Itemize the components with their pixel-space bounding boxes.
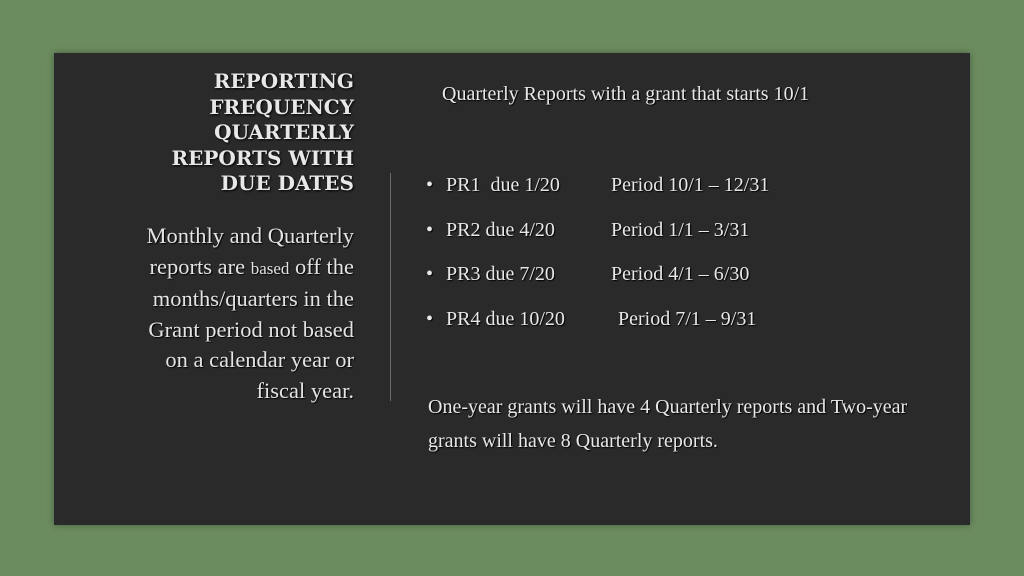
list-item	[426, 215, 769, 260]
left-body-text	[124, 221, 354, 406]
list-item	[426, 259, 769, 304]
title-line: REPORTS WITH	[171, 145, 354, 170]
report-list	[426, 170, 769, 348]
title-line: DUE DATES	[220, 171, 354, 195]
vertical-divider	[390, 173, 391, 401]
left-body-part-1: Monthly and Quarterly reports are	[146, 223, 354, 279]
report-due: PR3 due 7/20	[446, 263, 555, 285]
left-body-small-word: based	[250, 258, 290, 278]
report-due: PR4 due 10/20	[446, 307, 565, 330]
report-period: Period 4/1 – 6/30	[611, 263, 750, 285]
report-period: Period 1/1 – 3/31	[611, 218, 750, 241]
note-text: One-year grants will have 4 Quarterly reports and Two-year grants will have 8 Quarterly reports.	[428, 396, 908, 452]
title-line: FREQUENCY	[209, 94, 354, 119]
list-item	[426, 304, 769, 349]
subtitle: Quarterly Reports with a grant that starts 10/1	[442, 83, 810, 105]
report-period: Period 10/1 – 12/31	[611, 174, 770, 196]
report-period: Period 7/1 – 9/31	[618, 307, 757, 330]
left-body-part-2: off the months/quarters in the Grant period not based on a calendar year or fiscal year.	[148, 253, 354, 403]
list-item	[426, 170, 769, 215]
bullet-icon: •	[426, 218, 434, 241]
slide-title	[94, 69, 354, 197]
title-line: QUARTERLY	[214, 120, 354, 144]
bullet-icon: •	[426, 174, 434, 196]
slide	[54, 53, 970, 525]
title-line: REPORTING	[213, 69, 354, 93]
report-due: PR2 due 4/20	[446, 218, 555, 241]
bullet-icon: •	[426, 263, 434, 285]
bullet-icon: •	[426, 307, 434, 330]
report-due: PR1 due 1/20	[446, 174, 560, 196]
